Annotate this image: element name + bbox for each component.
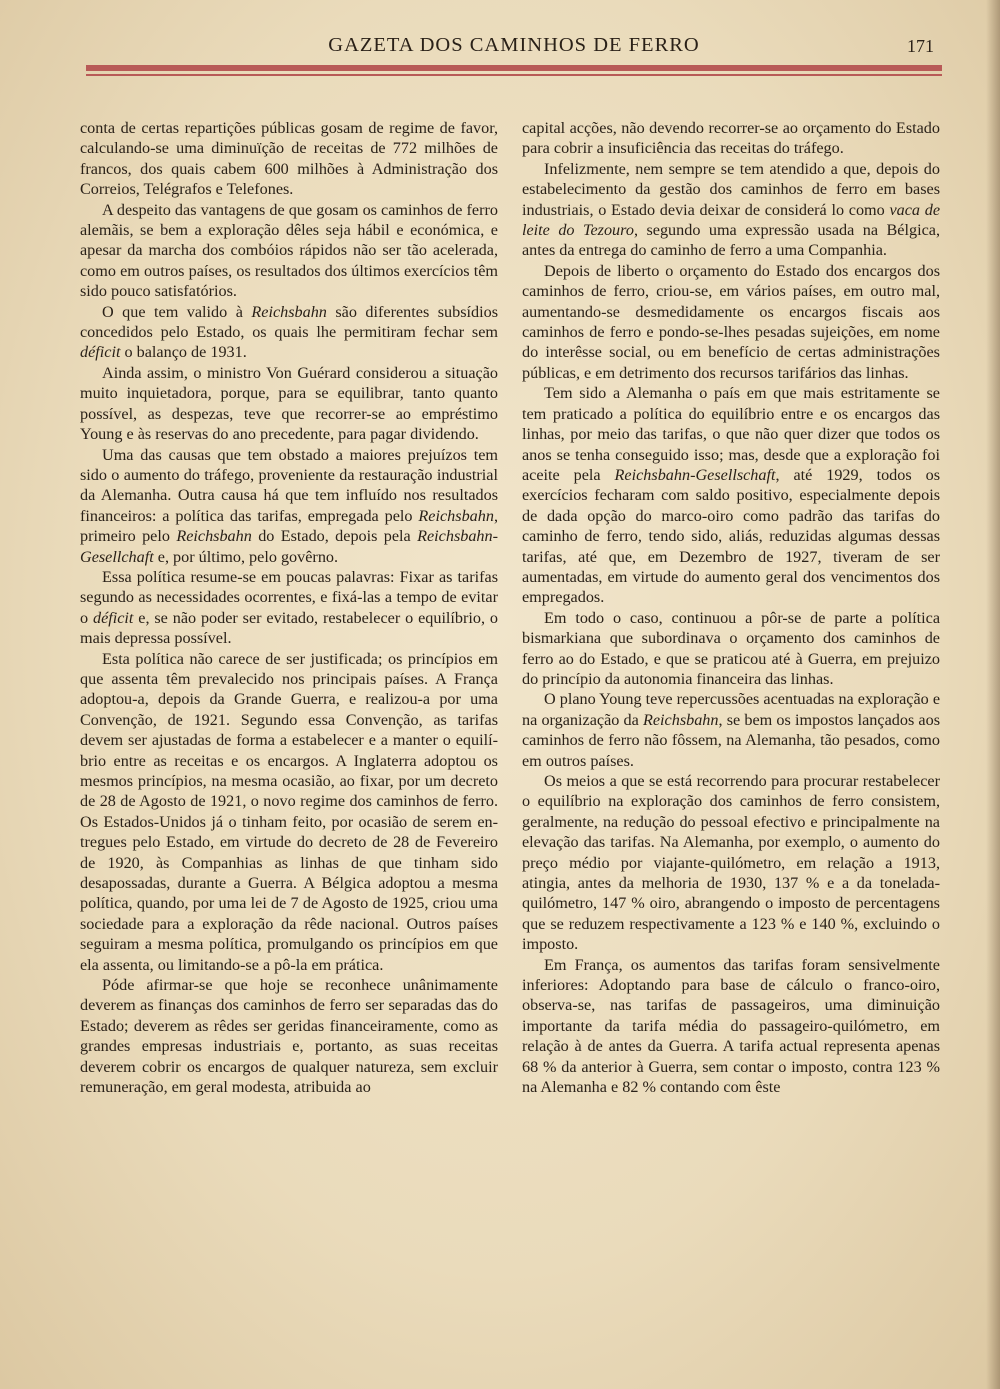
text-run: Uma das causas que tem obstado a maiores prejuízos tem sido o aumento do tráfego, proveniente da restauração industrial da Alemanha. Outra causa há que tem influído nos resultados financeiros: a política das tarifas, empregada pelo [80, 445, 498, 525]
paragraph [522, 261, 940, 383]
text-run: Esta política não carece de ser justificada; os princípios em que assenta têm prevalecido nos principais países. A França adoptou-a, depois da Grande Guerra, e realizou-a por uma Convenção, de 1921. Segundo essa Convenção, as tarifas devem ser ajustadas de forma a estabelecer e a manter o equilíbrio entre as receitas e os encargos. A Inglaterra adoptou os mesmos princípios, na mesma ocasião, ao fixar, por um decreto de 28 de Agosto de 1921, o novo regime dos caminhos de ferro. Os Estados-Unidos já o tinham feito, por ocasião de serem entregues pelo Estado, em virtude do decreto de 28 de Fevereiro de 1920, às Companhias as linhas de que tinham sido desapossadas, durante a Guerra. A Bélgica adoptou a mesma política, quando, por uma lei de 7 de Agosto de 1925, criou uma sociedade para a exploração da rêde nacional. Outros países seguiram a mesma política, promulgando os princípios em que ela assenta, ou limitando-se a pô-la em prática. [80, 649, 498, 974]
text-run: Ainda assim, o ministro Von Guérard considerou a situação muito inquietadora, porque, para se equilibrar, tanto quanto possível, as despezas, teve que recorrer-se ao empréstimo Young e às reservas do ano precedente, para pagar dividendo. [80, 363, 498, 444]
italic-text: Reichsbahn-Gesellchaft [80, 527, 499, 566]
italic-text: Reichsbahn [251, 302, 327, 321]
paragraph [522, 118, 940, 159]
text-run: A despeito das vantagens de que gosam os caminhos de ferro alemãis, se bem a exploração dêles seja hábil e económica, e apesar da marcha dos combóios rápidos não ser tão acelerada, como em outros países, os resultados dos últimos exercícios têm sido pouco satisfatórios. [80, 200, 498, 301]
paragraph [522, 771, 940, 955]
text-run: , primeiro pelo [80, 506, 498, 546]
header-rule [86, 65, 942, 71]
paragraph [80, 445, 498, 567]
paragraph [522, 608, 940, 690]
page-number: 171 [907, 36, 934, 56]
page-header [86, 34, 942, 64]
paragraph [80, 302, 498, 363]
page-edge-shadow [986, 0, 1000, 1389]
text-run: , até 1929, todos os exercícios fecharam com saldo positivo, especialmente depois de dada opção do marco-oiro como padrão das tarifas do caminho de ferro, tendo sido, aliás, reduzidas algumas dessas tarifas, até que, em Dezembro de 1927, tiveram de ser aumentadas, em virtude do aumento geral dos vencimentos dos empregados. [522, 465, 940, 607]
text-run: Os meios a que se está recorrendo para procurar restabelecer o equilíbrio na exploração dos caminhos de ferro consistem, geralmente, na redução do pessoal efectivo e principalmente na elevação das tarifas. Na Alemanha, por exemplo, o aumento do preço médio por viajante-quilómetro, em relação a 1913, atingia, antes da melhoria de 1930, 137 % e a da tonelada-quilómetro, 147 % oiro, abrangendo o imposto de percentagens que se reduzem respectivamente a 123 % e 140 %, excluindo o imposto. [522, 772, 940, 954]
text-run: O que tem valido à [102, 302, 252, 321]
text-run: O plano Young teve repercussões acentuadas na exploração e na organização da [522, 690, 940, 729]
left-column [80, 118, 498, 1098]
paragraph [522, 689, 940, 771]
paragraph [80, 975, 498, 1097]
text-run: Essa política resume-se em poucas palavras: Fixar as tarifas segundo as necessidades ocorrentes, e fixá-las a tempo de evitar o [80, 567, 498, 627]
paragraph [522, 383, 940, 607]
text-run: e, se não poder ser evitado, restabelecer o equilíbrio, o mais depressa possível. [80, 608, 499, 648]
paragraph [80, 363, 498, 445]
paragraph [80, 567, 498, 649]
italic-text: Reichsbahn [418, 506, 494, 525]
italic-text: Reichsbahn [642, 710, 719, 729]
text-run: Tem sido a Alemanha o país em que mais estritamente se tem praticado a política do equilíbrio entre e os encargos das linhas, por meio das tarifas, o que não quer dizer que todos os anos se tenha conseguido isso; mas, desde que a exploração foi aceite pela [522, 384, 940, 484]
text-run: e, por último, pelo govêrno. [153, 547, 339, 566]
text-run: Infelizmente, nem sempre se tem atendido a que, depois do estabelecimento da gestão dos caminhos de ferro em bases industriais, o Estado devia deixar de considerá lo como [522, 159, 940, 219]
paragraph [80, 118, 498, 200]
italic-text: déficit [92, 608, 134, 627]
paragraph [522, 159, 940, 261]
paragraph [522, 955, 940, 1098]
text-run: , segundo uma expressão usada na Bélgica, antes da entrega do caminho de ferro a uma Companhia. [522, 221, 941, 260]
text-run: Póde afirmar-se que hoje se reconhece unânimamente deverem as finanças dos caminhos de ferro ser separadas das do Estado; deverem as rêdes ser geridas financeiramente, como as grandes empresas industriais e, portanto, as suas receitas deverem cobrir os encargos de qualquer natureza, sem excluir remuneração, em geral modesta, atribuida ao [80, 976, 498, 1097]
text-run: Depois de liberto o orçamento do Estado dos encargos dos caminhos de ferro, criou-se, em vários países, em outro mal, aumentando-se desmedidamente os encargos fiscais aos caminhos de ferro e pondo-se-lhes pesadas sujeições, em nome do interêsse social, ou em benefício de certas administrações públicas, e em detrimento dos recursos tarifários das linhas. [522, 261, 940, 382]
italic-text: Reichsbahn [176, 527, 252, 546]
right-column [522, 118, 940, 1098]
text-run: capital acções, não devendo recorrer-se ao orçamento do Estado para cobrir a insuficiência das receitas do tráfego. [522, 119, 940, 158]
text-run: do Estado, depois pela [251, 527, 418, 546]
italic-text: Reichsbahn-Gesellschaft [614, 465, 776, 484]
text-run: Em França, os aumentos das tarifas foram sensivelmente inferiores: Adoptando para base de cálculo o franco-oiro, observa-se, nas tarifas de passageiros, uma diminuição importante da tarifa média do passageiro-quilómetro, em relação à de antes da Guerra. A tarifa actual representa apenas 68 % da anterior à Guerra, sem contar o imposto, contra 123 % na Alemanha e 82 % contando com êste [522, 955, 940, 1097]
text-run: , se bem os impostos lançados aos caminhos de ferro não fôssem, na Alemanha, tão pesados, como em outros países. [522, 710, 940, 770]
text-run: Em todo o caso, continuou a pôr-se de parte a política bismarkiana que subordinava o orçamento dos caminhos de ferro ao do Estado, e que se praticou até à Guerra, em prejuizo do princípio da autonomia financeira das linhas. [522, 608, 940, 688]
italic-text: déficit [80, 343, 121, 362]
journal-title: GAZETA DOS CAMINHOS DE FERRO [328, 34, 700, 56]
text-run: são diferentes subsídios concedidos pelo Estado, os quais lhe permitiram fechar sem [80, 302, 498, 342]
text-run: o balanço de 1931. [120, 343, 247, 362]
header-rule-thin [86, 74, 942, 76]
paragraph [80, 200, 498, 302]
text-run: conta de certas repartições públicas gosam de regime de favor, calculando-se uma diminuïção de receitas de 772 milhões de francos, dos quais cabem 600 milhões à Administração dos Correios, Telégrafos e Telefones. [80, 119, 498, 199]
italic-text: vaca de leite do Tezouro [522, 200, 941, 240]
paragraph [80, 649, 498, 976]
